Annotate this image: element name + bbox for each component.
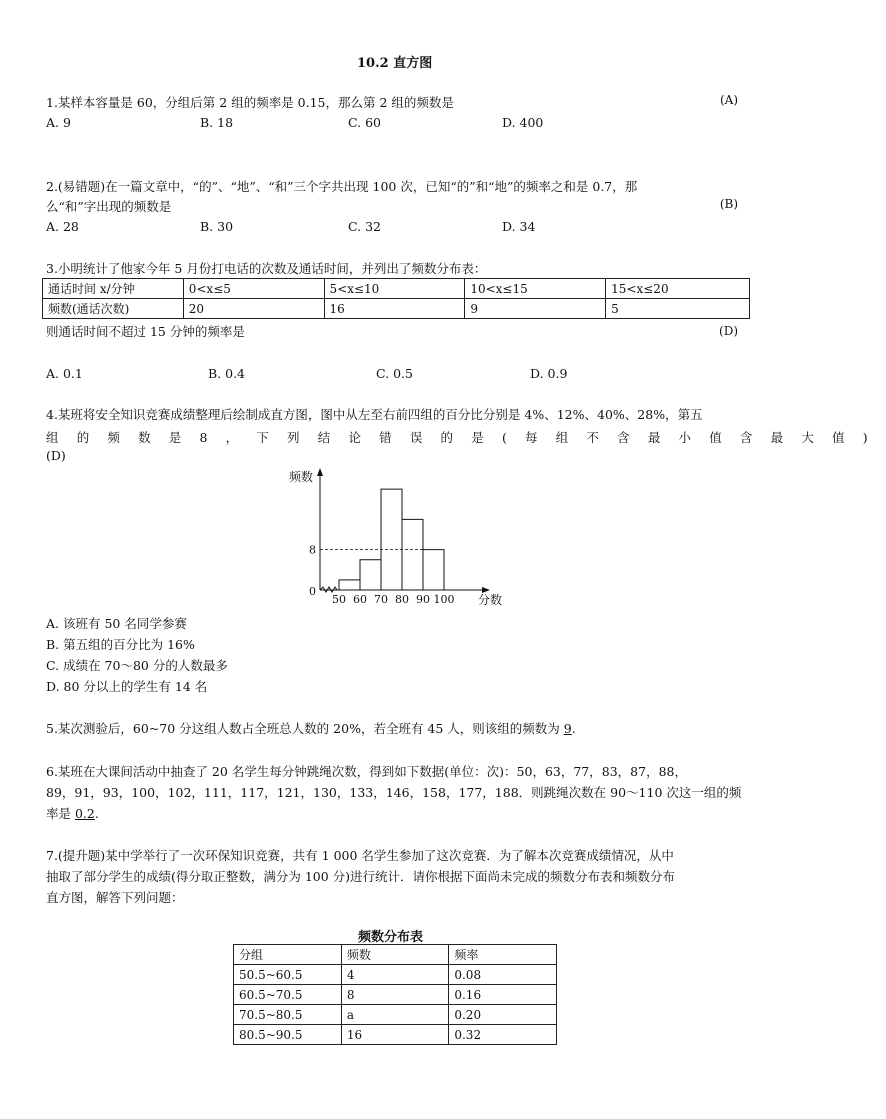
x-axis-label: 分数: [478, 593, 503, 607]
y-axis-arrow: [317, 468, 323, 476]
x-tick-label: 80: [395, 593, 409, 606]
x-tick-label: 100: [433, 593, 455, 606]
q3-text: 3.小明统计了他家今年 5 月份打电话的次数及通话时间，并列出了频数分布表：: [46, 261, 487, 276]
q1-answer: (A): [719, 93, 738, 107]
table-cell: a: [341, 1005, 449, 1025]
table-header: 频数: [341, 945, 449, 965]
q4-line1: 4.某班将安全知识竞赛成绩整理后绘制成直方图，图中从左至右前四组的百分比分别是 4%、12%、40%、28%，第五: [46, 407, 703, 422]
table-cell: 0<x≤5: [183, 279, 324, 299]
q1-option-c: C. 60: [348, 115, 381, 130]
q4-option-c: C. 成绩在 70～80 分的人数最多: [46, 658, 228, 673]
table-cell: 10<x≤15: [465, 279, 606, 299]
origin-label: 0: [309, 585, 316, 598]
table-header: 频率: [449, 945, 557, 965]
table-cell: 15<x≤20: [606, 279, 750, 299]
y-axis-label: 频数: [289, 470, 314, 484]
q4-option-b: B. 第五组的百分比为 16%: [46, 637, 195, 652]
q7-table: [233, 944, 557, 1045]
q3-option-a: A. 0.1: [46, 366, 83, 381]
table-cell: 5<x≤10: [324, 279, 465, 299]
table-cell: 通话时间 x/分钟: [43, 279, 184, 299]
q7-line1: 7.(提升题)某中学举行了一次环保知识竞赛，共有 1 000 名学生参加了这次竞赛．为了解本次竞赛成绩情况，从中: [46, 848, 674, 863]
x-tick-label: 90: [416, 593, 430, 606]
table-cell: 0.20: [449, 1005, 557, 1025]
histogram-bar: [381, 489, 402, 590]
q5-text-after: .: [571, 721, 576, 736]
table-cell: 4: [341, 965, 449, 985]
q2-line1: 2.(易错题)在一篇文章中，“的”、“地”、“和”三个字共出现 100 次，已知“的”和“地”的频率之和是 0.7，那: [46, 179, 638, 194]
table-cell: 0.32: [449, 1025, 557, 1045]
x-tick-label: 70: [374, 593, 388, 606]
q1-option-d: D. 400: [502, 115, 544, 130]
q2-option-d: D. 34: [502, 219, 536, 234]
histogram-bar: [360, 560, 381, 590]
table-cell: 5: [606, 299, 750, 319]
table-cell: 60.5~70.5: [234, 985, 342, 1005]
table-cell: 70.5~80.5: [234, 1005, 342, 1025]
q6-line2: 89，91，93，100，102，111，117，121，130，133，146，158，177，188．则跳绳次数在 90～110 次这一组的频: [46, 785, 742, 800]
q3-option-b: B. 0.4: [208, 366, 246, 381]
x-tick-label: 60: [353, 593, 367, 606]
q3-answer: (D): [719, 324, 738, 338]
q4-answer: (D): [46, 448, 66, 463]
table-cell: 0.08: [449, 965, 557, 985]
table-row: [234, 1005, 557, 1025]
q2-option-b: B. 30: [200, 219, 234, 234]
q1-text: 1.某样本容量是 60，分组后第 2 组的频率是 0.15，那么第 2 组的频数是: [46, 95, 454, 110]
page-title: 10.2 直方图: [357, 56, 433, 71]
q7-line2: 抽取了部分学生的成绩(得分取正整数，满分为 100 分)进行统计．请你根据下面尚未完成的频数分布表和频数分布: [46, 869, 676, 884]
table-cell: 8: [341, 985, 449, 1005]
histogram-bar: [423, 550, 444, 590]
q3-option-c: C. 0.5: [376, 366, 413, 381]
q3-question: 则通话时间不超过 15 分钟的频率是: [46, 324, 245, 339]
table-row: [43, 279, 750, 299]
q3-option-d: D. 0.9: [530, 366, 568, 381]
q1-option-b: B. 18: [200, 115, 234, 130]
table-cell: 20: [183, 299, 324, 319]
q7-line3: 直方图，解答下列问题：: [46, 890, 184, 905]
q6-line1: 6.某班在大课间活动中抽查了 20 名学生每分钟跳绳次数，得到如下数据(单位：次)：50，63，77，83，87，88，: [46, 764, 687, 779]
histogram-bar: [402, 519, 423, 590]
q2-answer: (B): [719, 197, 738, 211]
q1-option-a: A. 9: [46, 115, 71, 130]
table-row: [234, 985, 557, 1005]
q6-line3-after: .: [94, 806, 99, 821]
q6-answer: 0.2: [74, 806, 95, 821]
y-tick-label: 8: [309, 543, 316, 557]
histogram-bar: [339, 580, 360, 590]
q6-line3-before: 率是: [46, 806, 75, 821]
q4-option-d: D. 80 分以上的学生有 14 名: [46, 679, 208, 694]
table-row: [234, 965, 557, 985]
table-row: [43, 299, 750, 319]
q6-line3: [46, 804, 99, 822]
q2-option-a: A. 28: [46, 219, 79, 234]
q2-line2: 么“和”字出现的频数是: [46, 199, 172, 214]
table-cell: 9: [465, 299, 606, 319]
q4-line2: 组的频数是8，下列结论错误的是(每组不含最小值含最大值): [46, 430, 886, 445]
q4-option-a: A. 该班有 50 名同学参赛: [46, 616, 187, 631]
q5-text: [46, 719, 576, 737]
q3-table: [42, 278, 750, 319]
table-cell: 16: [324, 299, 465, 319]
q7-table-title: 频数分布表: [358, 930, 424, 945]
table-cell: 0.16: [449, 985, 557, 1005]
table-header-row: [234, 945, 557, 965]
table-cell: 50.5~60.5: [234, 965, 342, 985]
table-cell: 频数(通话次数): [43, 299, 184, 319]
table-cell: 16: [341, 1025, 449, 1045]
q2-option-c: C. 32: [348, 219, 381, 234]
x-tick-label: 50: [332, 593, 346, 606]
table-row: [234, 1025, 557, 1045]
table-cell: 80.5~90.5: [234, 1025, 342, 1045]
histogram-chart: [270, 462, 510, 612]
table-header: 分组: [234, 945, 342, 965]
q5-text-before: 5.某次测验后，60~70 分这组人数占全班总人数的 20%，若全班有 45 人，则该组的频数为: [46, 721, 564, 736]
q5-answer: 9: [563, 721, 572, 736]
